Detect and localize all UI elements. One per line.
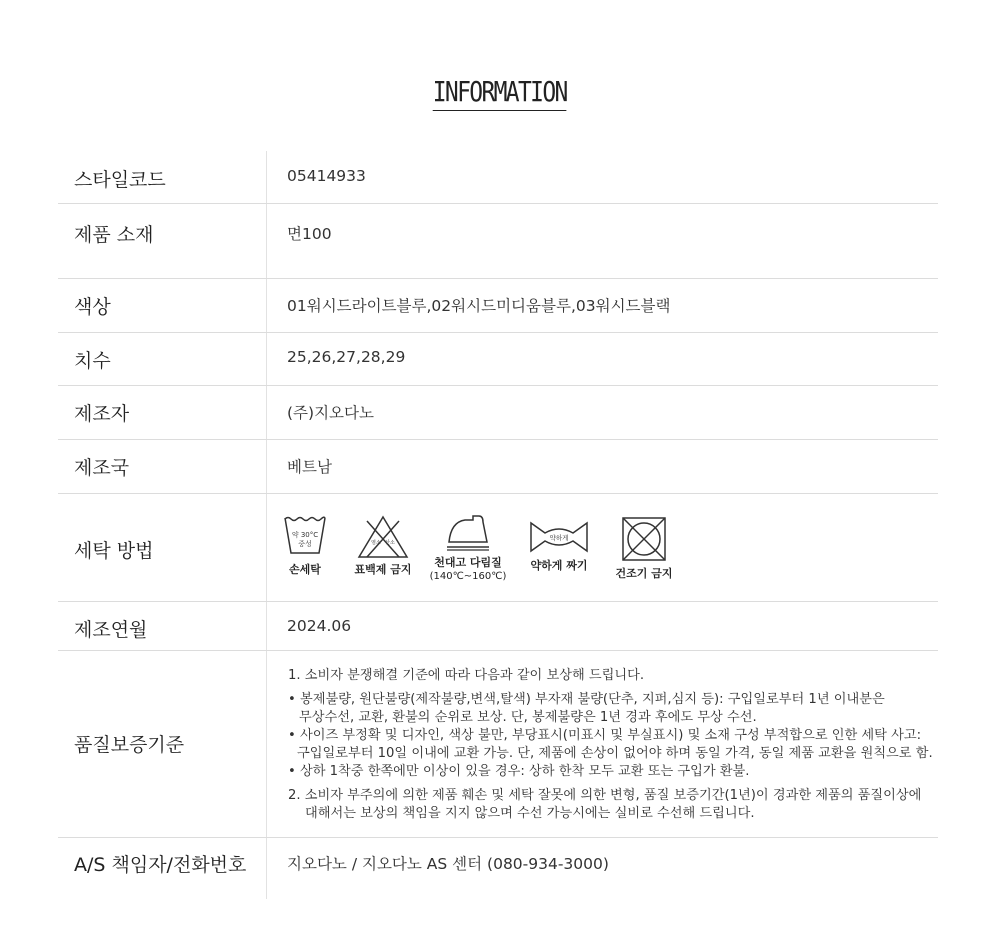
row-value: 05414933 [287,167,366,185]
quality-line: • 사이즈 부정확 및 디자인, 색상 불만, 부당표시(미표시 및 부실표시) 및 소재 구성 부적합으로 인한 세탁 사고: [288,728,922,743]
icon-neutral-text: 중성 [298,540,312,548]
gentle-wring-icon [529,519,589,555]
quality-line: • 봉제불량, 원단불량(제작불량,변색,탈색) 부자재 불량(단추, 지퍼,심지 등): 구입일로부터 1년 이내분은 [288,692,885,707]
row-label: 치수 [74,350,111,372]
row-value: 면100 [287,225,332,243]
icon-oxygen-text: 산소 [385,540,395,546]
row-value: 지오다노 / 지오다노 AS 센터 (080-934-3000) [287,855,609,873]
row-value: 25,26,27,28,29 [287,348,406,366]
quality-line: • 상하 1착중 한쪽에만 이상이 있을 경우: 상하 한착 모두 교환 또는 구입가 환불. [288,764,750,779]
care-no-tumble-dry [594,516,694,581]
care-label: 건조기 금지 [615,567,673,580]
row-style-code [58,151,938,204]
quality-line: 무상수선, 교환, 환불의 순위로 보상. 단, 봉제불량은 1년 경과 후에도 무상 수선. [299,710,757,725]
row-after-service [58,838,938,899]
page-title: INFORMATION [433,74,567,111]
quality-line: 구입일로부터 10일 이내에 교환 가능. 단, 제품에 손상이 없어야 하며 동일 가격, 동일 제품 교환을 원칙으로 함. [297,746,933,761]
care-label: 천대고 다림질 [434,556,502,569]
care-label: 표백제 금지 [354,563,412,576]
quality-line: 대해서는 보상의 책임을 지지 않으며 수선 가능시에는 실비로 수선해 드립니다. [305,806,755,821]
icon-chlorine-text: 염소 [371,540,381,546]
row-color [58,279,938,333]
quality-line: 1. 소비자 분쟁해결 기준에 따라 다음과 같이 보상해 드립니다. [288,668,645,683]
row-size [58,333,938,386]
row-value: 2024.06 [287,617,352,635]
care-label: 약하게 짜기 [530,559,588,572]
row-value: 베트남 [287,458,332,476]
row-label: 세탁 방법 [74,540,154,562]
info-table [58,151,938,899]
hand-wash-icon [283,515,327,557]
row-label: A/S 책임자/전화번호 [74,854,247,876]
no-bleach-icon [357,515,409,559]
row-label: 제조국 [74,457,130,479]
row-label: 품질보증기준 [74,734,185,756]
row-label: 스타일코드 [74,169,166,191]
row-label: 제품 소재 [74,224,154,246]
no-tumble-dry-icon [621,516,667,562]
row-care [58,494,938,602]
row-quality-warranty [58,651,938,838]
care-label: 손세탁 [289,563,321,576]
page-title-wrap [0,74,1000,111]
row-material [58,204,938,279]
row-manufacturer [58,386,938,440]
iron-icon [445,512,491,552]
care-iron [418,512,518,583]
row-label: 제조연월 [74,619,148,641]
row-manufacture-date [58,602,938,651]
row-label: 색상 [74,296,111,318]
icon-gentle-text: 약하게 [549,534,569,542]
row-value: 01워시드라이트블루,02워시드미디움블루,03워시드블랙 [287,297,671,315]
quality-line: 2. 소비자 부주의에 의한 제품 훼손 및 세탁 잘못에 의한 변형, 품질 보증기간(1년)이 경과한 제품의 품질이상에 [288,788,922,803]
row-label: 제조자 [74,403,130,425]
row-country [58,440,938,494]
row-value: (주)지오다노 [287,404,374,422]
icon-temp-text: 약 30°C [291,531,319,539]
care-sub-label: (140℃~160℃) [429,571,507,582]
